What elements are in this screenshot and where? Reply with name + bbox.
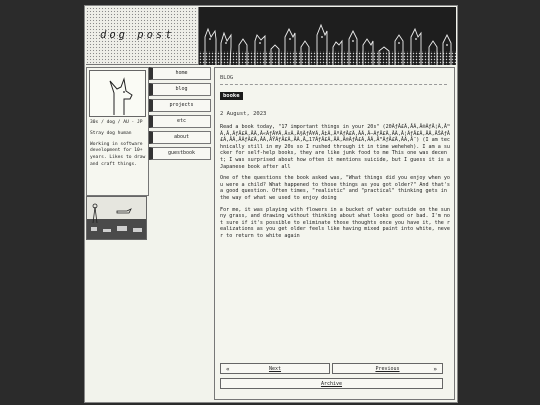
nav-item-home[interactable]: home <box>149 67 211 80</box>
post-paragraph: For me, it was playing with flowers in a bucket of water outside on the sunny grass, and drawing without thinking about what looks good or bad. I'm not sure if it's possible to eliminate those thoughts once you have it, the realizations as you get older feels like having mixed paint into white, never to return to white again <box>220 206 451 239</box>
nav-item-projects[interactable]: projects <box>149 99 211 112</box>
previous-label: Previous <box>375 366 400 372</box>
previous-button[interactable] <box>332 363 443 374</box>
nav-item-about[interactable]: about <box>149 131 211 144</box>
left-arrow-icon: « <box>226 366 230 373</box>
site-logo[interactable] <box>86 7 199 65</box>
nav-item-etc[interactable]: etc <box>149 115 211 128</box>
profile-meta: 30s / dog / AU · JP <box>90 120 143 125</box>
right-arrow-icon: » <box>433 366 437 373</box>
header-banner <box>199 7 456 65</box>
sidebar-nav <box>149 67 211 163</box>
dogs-banner-illustration <box>199 7 456 65</box>
nav-item-blog[interactable]: blog <box>149 83 211 96</box>
thumbnail-illustration <box>87 197 147 240</box>
profile-tagline: Stray dog human <box>90 130 132 136</box>
profile-card <box>86 67 149 196</box>
post-paragraph: Read a book today, "17 important things in your 20s" (20ÃƒÂ£Ã‚ÂÃ‚Â®ÃƒÂ¦Ã‚Â™Ã‚Â‚ÃƒÂ£Ã‚ÂÃ‚Â«ÃƒÂ¥Ã‚Â¤Ã‚Â§ÃƒÂ¥Ã‚Â‡Ã‚ÂºÃƒÂ£Ã‚ÂÃ‚Â—ÃƒÂ£Ã‚ÂÃ‚Â¦ÃƒÂ£Ã‚ÂÃ‚ÂŠÃƒÂ£Ã‚ÂÃ‚ÂÃƒÂ£Ã‚ÂÃ‚ÂŸÃƒÂ£Ã‚ÂÃ‚Â„17ÃƒÂ£Ã‚ÂÃ‚Â®ÃƒÂ£Ã‚ÂÃ‚Â“ÃƒÂ£Ã‚ÂÃ‚Â¨) (I am technically still in my 20s so I rushed through it in time weheheh). I am a sucker for self-help books, they are like junk food to me This one was decent; I was surprised about how often it mentions suicide, but I guess it is a Japanese book after all <box>220 124 451 170</box>
post-body <box>220 124 450 245</box>
post-tag[interactable]: booke <box>220 92 243 100</box>
avatar <box>89 70 146 117</box>
section-title: BLOG <box>220 75 234 81</box>
profile-bio: Working in software development for 10+ years. Likes to draw and craft things. <box>90 141 146 167</box>
sidebar-thumbnail[interactable] <box>86 196 147 240</box>
logo-text: dog post <box>100 29 175 41</box>
post-paragraph: One of the questions the book asked was, "What things did you enjoy when you were a child? What happened to those things as you got older?" And that's a good question. Often times, "realistic" and "practical" thinking gets in the way of what we used to enjoy doing <box>220 175 451 201</box>
nav-item-guestbook[interactable]: guestbook <box>149 147 211 160</box>
blog-content <box>214 67 455 400</box>
post-date: 2 August, 2023 <box>220 111 267 117</box>
next-button[interactable] <box>220 363 330 374</box>
archive-label: Archive <box>320 381 343 387</box>
next-label: Next <box>268 366 282 372</box>
page-frame <box>84 5 458 403</box>
dog-avatar-illustration <box>90 71 145 116</box>
archive-button[interactable] <box>220 378 443 389</box>
section-divider <box>220 84 447 85</box>
